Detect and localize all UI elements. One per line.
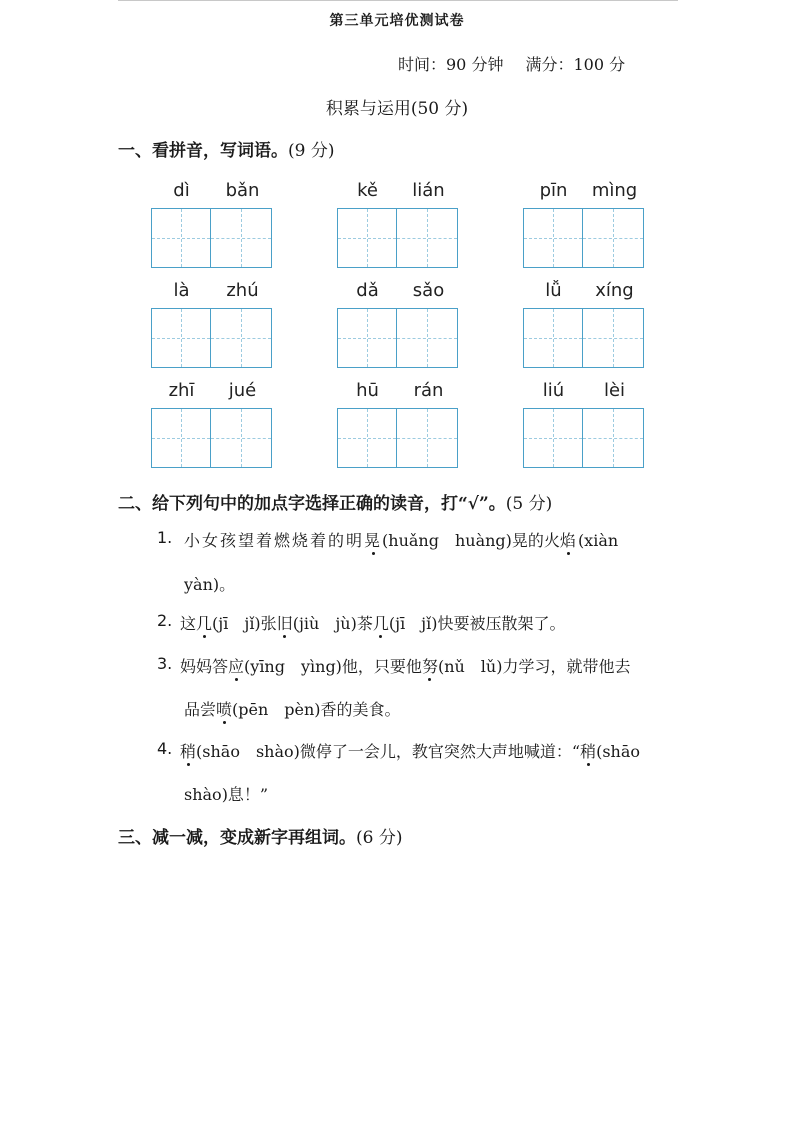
- pinyin-syllable: jué: [228, 380, 257, 401]
- tian-grid-box[interactable]: [523, 308, 583, 368]
- q3-line1: 妈妈答应(yīng yìng)他，只要他努(nǔ lǔ)力学习，就带他去: [180, 657, 631, 676]
- pinyin-syllable: dǎ: [356, 280, 379, 301]
- q1-line1: 小女孩望着燃烧着的明晃(huǎng huàng)晃的火焰(xiàn: [184, 531, 619, 550]
- pinyin-row: [337, 280, 459, 304]
- tian-grid-box[interactable]: [151, 308, 211, 368]
- pinyin-syllable: sǎo: [412, 280, 445, 301]
- q3-number: 3.: [157, 654, 173, 673]
- pinyin-syllable: kě: [357, 180, 378, 201]
- pinyin-syllable: zhú: [226, 280, 259, 301]
- q2-number: 2.: [157, 611, 173, 630]
- writing-boxes: [151, 408, 273, 468]
- pinyin-syllable: pīn: [539, 180, 568, 201]
- writing-boxes: [337, 408, 459, 468]
- tian-grid-box[interactable]: [211, 308, 272, 368]
- q1-line2: yàn)。: [184, 575, 236, 594]
- tian-grid-box[interactable]: [583, 308, 644, 368]
- q4-line1: 稍(shāo shào)微停了一会儿，教官突然大声地喊道：“稍(shāo: [180, 742, 641, 761]
- section3-title: 三、减一减，变成新字再组词。(6 分): [118, 828, 403, 848]
- pinyin-row: [523, 180, 645, 204]
- full-score: 满分：100 分: [525, 55, 626, 74]
- pinyin-word-group: [151, 280, 273, 368]
- tian-grid-box[interactable]: [523, 408, 583, 468]
- tian-grid-box[interactable]: [397, 208, 458, 268]
- section1-title: 一、看拼音，写词语。(9 分): [118, 141, 335, 161]
- pinyin-row: [151, 180, 273, 204]
- tian-grid-box[interactable]: [337, 408, 397, 468]
- tian-grid-box[interactable]: [523, 208, 583, 268]
- writing-boxes: [337, 308, 459, 368]
- part-title: 积累与运用(50 分): [325, 99, 469, 119]
- exam-meta: [398, 52, 647, 75]
- dotted-char: 喷: [216, 700, 233, 719]
- dotted-char: 稍: [580, 742, 597, 761]
- pinyin-syllable: hū: [356, 380, 379, 401]
- writing-boxes: [151, 308, 273, 368]
- pinyin-syllable: lián: [412, 180, 445, 201]
- pinyin-syllable: zhī: [168, 380, 195, 401]
- dotted-char: 努: [421, 657, 438, 676]
- time-limit: 时间：90 分钟: [398, 55, 504, 74]
- pinyin-row: [523, 380, 645, 404]
- writing-boxes: [523, 408, 645, 468]
- dotted-char: 稍: [180, 742, 197, 761]
- tian-grid-box[interactable]: [211, 208, 272, 268]
- tian-grid-box[interactable]: [151, 208, 211, 268]
- tian-grid-box[interactable]: [151, 408, 211, 468]
- pinyin-syllable: mìng: [591, 180, 638, 201]
- pinyin-syllable: dì: [173, 180, 190, 201]
- tian-grid-box[interactable]: [211, 408, 272, 468]
- dotted-char: 旧: [276, 614, 293, 633]
- top-rule: [118, 0, 678, 1]
- doc-title: 第三单元培优测试卷: [329, 13, 465, 29]
- q4-line2: shào)息！”: [184, 785, 269, 804]
- pinyin-syllable: bǎn: [225, 180, 260, 201]
- pinyin-word-group: [523, 280, 645, 368]
- pinyin-word-group: [523, 180, 645, 268]
- dotted-char: 几: [196, 614, 213, 633]
- pinyin-syllable: là: [173, 280, 190, 301]
- pinyin-row: [151, 280, 273, 304]
- pinyin-word-group: [337, 180, 459, 268]
- q1-number: 1.: [157, 528, 173, 547]
- pinyin-syllable: lèi: [603, 380, 626, 401]
- tian-grid-box[interactable]: [583, 408, 644, 468]
- pinyin-row: [337, 380, 459, 404]
- pinyin-syllable: rán: [413, 380, 444, 401]
- writing-boxes: [151, 208, 273, 268]
- writing-boxes: [337, 208, 459, 268]
- pinyin-syllable: liú: [542, 380, 565, 401]
- pinyin-row: [523, 280, 645, 304]
- pinyin-word-group: [337, 380, 459, 468]
- pinyin-row: [337, 180, 459, 204]
- tian-grid-box[interactable]: [337, 208, 397, 268]
- pinyin-syllable: lǚ: [545, 280, 562, 301]
- q3-line2: 品尝喷(pēn pèn)香的美食。: [184, 700, 401, 719]
- pinyin-word-group: [523, 380, 645, 468]
- tian-grid-box[interactable]: [397, 308, 458, 368]
- writing-boxes: [523, 308, 645, 368]
- tian-grid-box[interactable]: [397, 408, 458, 468]
- dotted-char: 晃: [364, 531, 383, 550]
- dotted-char: 应: [228, 657, 245, 676]
- q2-line: 这几(jī jǐ)张旧(jiù jù)茶几(jī jǐ)快要被压散架了。: [180, 614, 566, 633]
- q4-number: 4.: [157, 739, 173, 758]
- dotted-char: 焰: [559, 531, 578, 550]
- tian-grid-box[interactable]: [337, 308, 397, 368]
- pinyin-row: [151, 380, 273, 404]
- writing-boxes: [523, 208, 645, 268]
- pinyin-syllable: xíng: [595, 280, 634, 301]
- tian-grid-box[interactable]: [583, 208, 644, 268]
- pinyin-word-group: [151, 380, 273, 468]
- pinyin-word-group: [337, 280, 459, 368]
- pinyin-word-group: [151, 180, 273, 268]
- section2-title: 二、给下列句中的加点字选择正确的读音，打“√”。(5 分): [118, 494, 553, 514]
- dotted-char: 几: [372, 614, 389, 633]
